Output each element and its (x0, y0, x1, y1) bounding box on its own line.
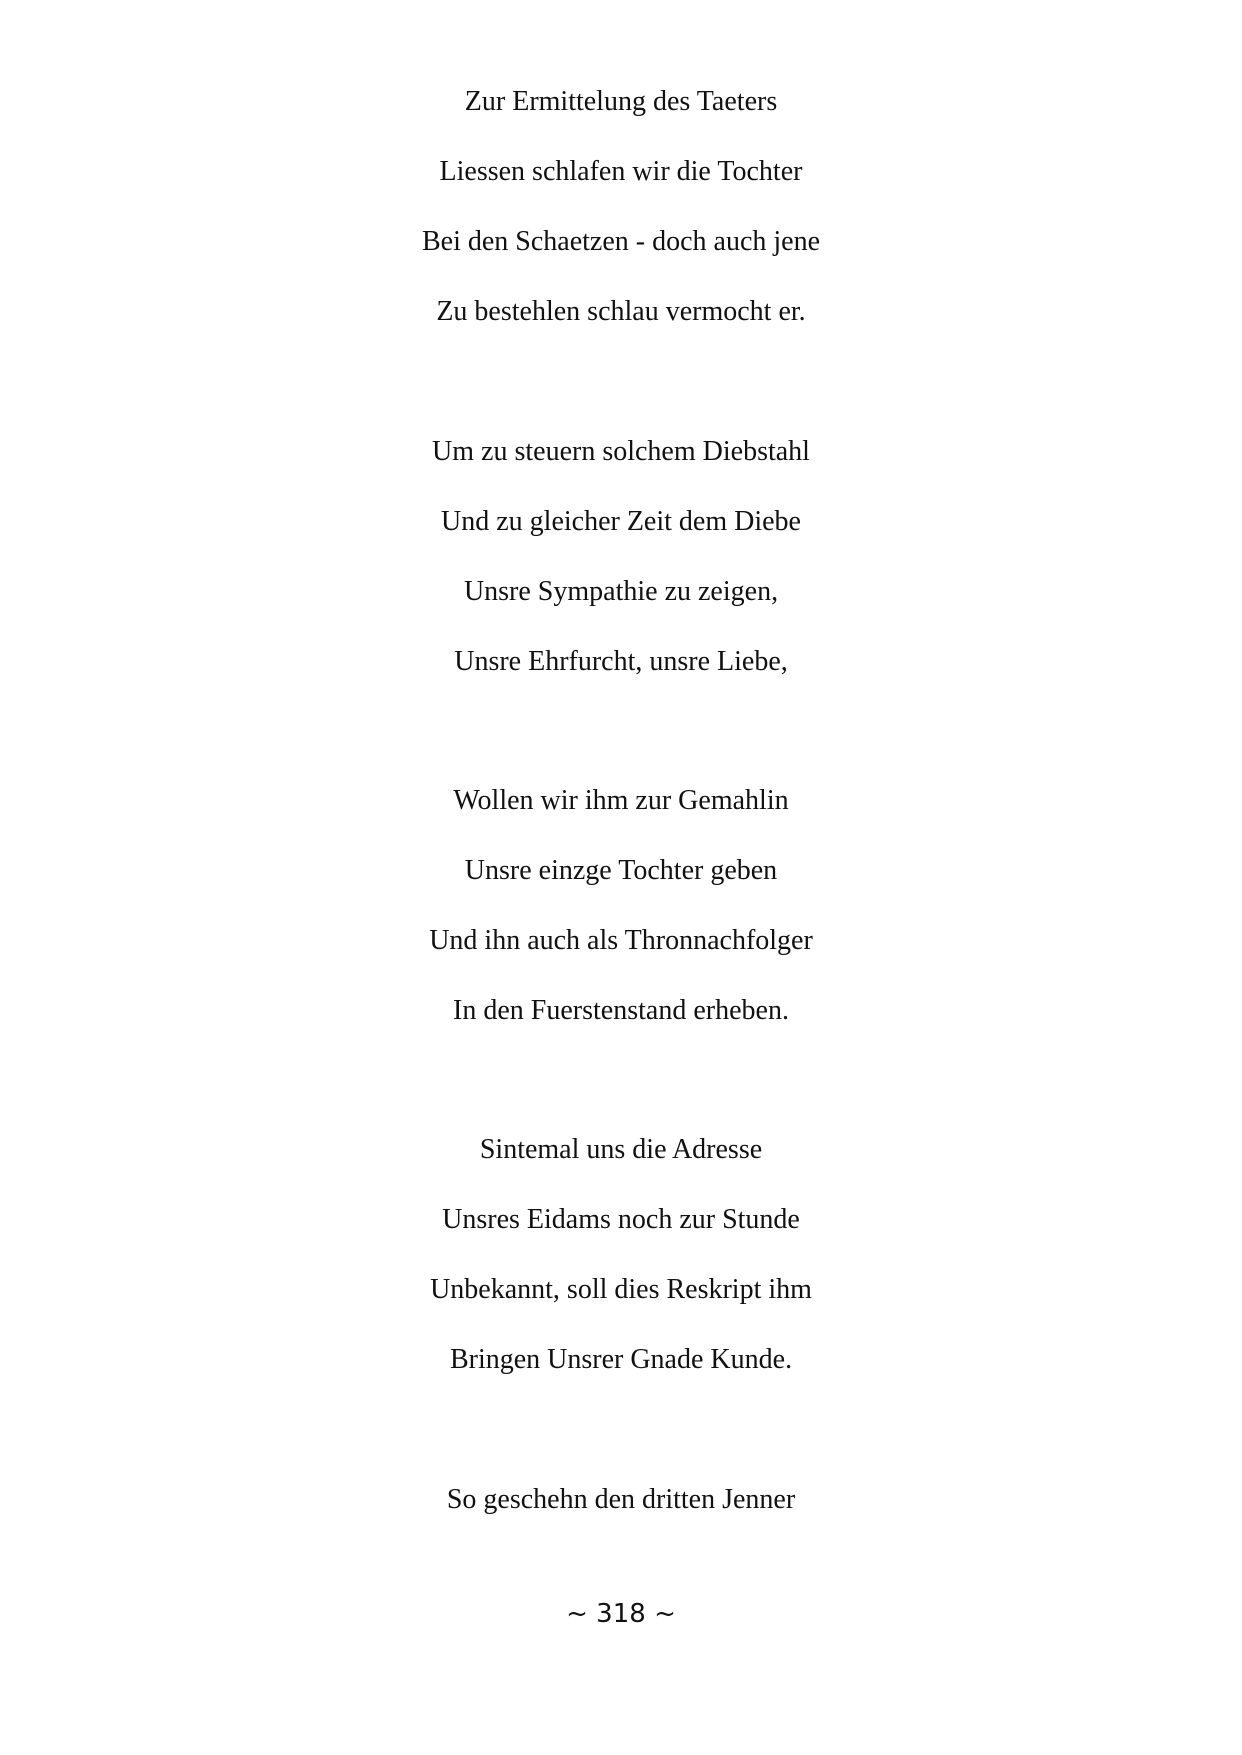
stanza-3-line-4: In den Fuerstenstand erheben. (453, 995, 789, 1026)
stanza-4-line-2: Unsres Eidams noch zur Stunde (442, 1204, 800, 1235)
page-number: ~ 318 ~ (566, 1599, 676, 1629)
stanza-2-line-1: Um zu steuern solchem Diebstahl (432, 436, 810, 467)
stanza-1-line-3: Bei den Schaetzen - doch auch jene (421, 226, 821, 257)
stanza-4-line-1: Sintemal uns die Adresse (479, 1134, 763, 1165)
stanza-1-line-1: Zur Ermittelung des Taeters (464, 86, 778, 117)
stanza-2-line-4: Unsre Ehrfurcht, unsre Liebe, (454, 646, 788, 677)
stanza-2-line-2: Und zu gleicher Zeit dem Diebe (441, 506, 801, 537)
stanza-4-line-4: Bringen Unsrer Gnade Kunde. (449, 1344, 793, 1375)
stanza-3-line-3: Und ihn auch als Thronnachfolger (429, 925, 813, 956)
stanza-1-line-2: Liessen schlafen wir die Tochter (439, 156, 803, 187)
stanza-3-line-1: Wollen wir ihm zur Gemahlin (453, 785, 789, 816)
stanza-3-line-2: Unsre einzge Tochter geben (464, 855, 778, 886)
stanza-1-line-4: Zu bestehlen schlau vermocht er. (436, 296, 806, 327)
stanza-2-line-3: Unsre Sympathie zu zeigen, (463, 576, 779, 607)
stanza-5-line-1: So geschehn den dritten Jenner (446, 1484, 796, 1515)
stanza-4-line-3: Unbekannt, soll dies Reskript ihm (430, 1274, 812, 1305)
